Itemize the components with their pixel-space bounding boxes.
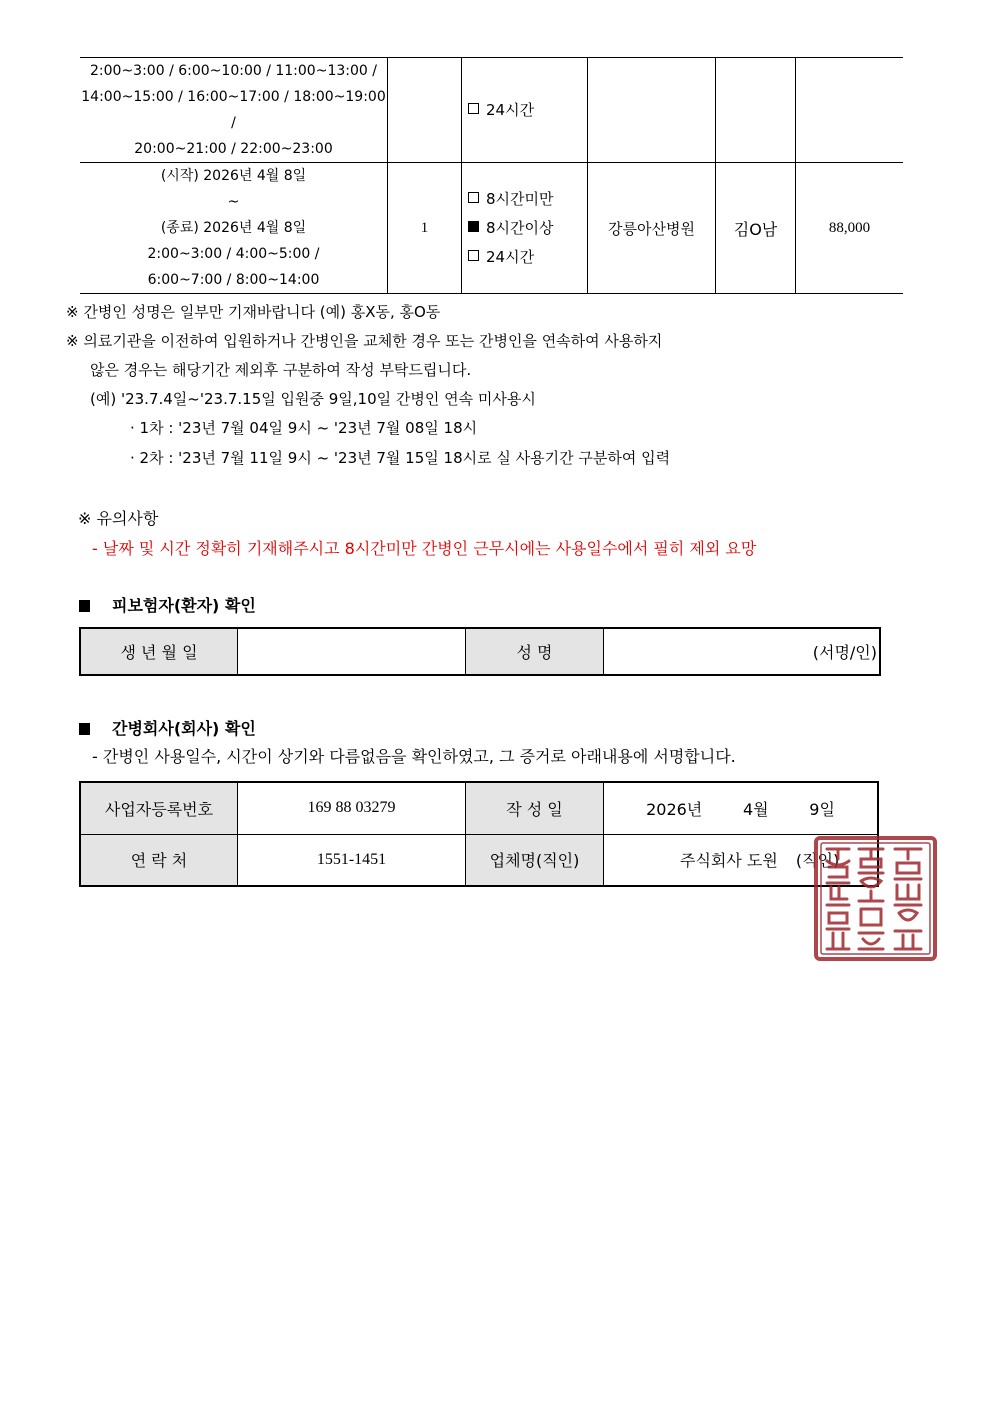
caregiver-cell <box>716 58 796 163</box>
insured-heading <box>79 593 256 616</box>
period-line: 14:00~15:00 / 16:00~17:00 / 18:00~19:00 / <box>81 89 386 131</box>
period-line: (시작) 2026년 4월 8일 <box>160 168 307 184</box>
checkbox-empty-icon <box>468 192 479 203</box>
caution-text: - 날짜 및 시간 정확히 기재해주시고 8시간미만 간병인 근무시에는 사용일수에서 필히 제외 요망 <box>92 539 757 558</box>
caution-title: ※ 유의사항 <box>78 509 159 528</box>
company-heading-text: 간병회사(회사) 확인 <box>112 719 256 738</box>
type-label: 24시간 <box>486 247 535 266</box>
company-statement: - 간병인 사용일수, 시간이 상기와 다름없음을 확인하였고, 그 증거로 아래내용에 서명합니다. <box>92 747 736 766</box>
company-seal-icon <box>813 835 938 962</box>
insured-table <box>79 627 881 676</box>
days-cell <box>388 58 462 163</box>
date-value: 2026년 4월 9일 <box>604 782 879 834</box>
hospital-cell <box>588 58 716 163</box>
date-label: 작 성 일 <box>466 782 604 834</box>
signature-field[interactable] <box>604 628 881 675</box>
name-label: 성 명 <box>466 628 604 675</box>
seal-hint: (직인) <box>795 851 840 871</box>
reg-number-label: 사업자등록번호 <box>80 782 238 834</box>
amount-cell: 88,000 <box>796 163 904 294</box>
period-line: ~ <box>227 194 240 210</box>
days-cell: 1 <box>388 163 462 294</box>
birth-field[interactable] <box>238 628 466 675</box>
note-example-2: · 2차 : '23년 7월 11일 9시 ~ '23년 7월 15일 18시로 실 사용기간 구분하여 입력 <box>130 449 671 467</box>
type-option[interactable] <box>468 214 587 243</box>
type-option[interactable] <box>468 243 587 272</box>
contact-value: 1551-1451 <box>238 834 466 886</box>
insured-heading-text: 피보험자(환자) 확인 <box>112 596 256 615</box>
type-label: 8시간이상 <box>486 218 554 237</box>
note-transfer: ※ 의료기관을 이전하여 입원하거나 간병인을 교체한 경우 또는 간병인을 연속하여 사용하지 <box>66 332 663 350</box>
company-heading <box>79 716 256 739</box>
period-line: 2:00~3:00 / 6:00~10:00 / 11:00~13:00 / <box>90 63 377 79</box>
amount-cell <box>796 58 904 163</box>
reg-number-value: 169 88 03279 <box>238 782 466 834</box>
sign-hint: (서명/인) <box>812 643 877 662</box>
type-cell <box>462 163 588 294</box>
period-line: (종료) 2026년 4월 8일 <box>160 220 307 236</box>
period-cell <box>80 58 388 163</box>
period-line: 20:00~21:00 / 22:00~23:00 <box>134 141 333 157</box>
usage-row-2 <box>80 163 903 294</box>
usage-table <box>80 57 903 294</box>
note-example: (예) '23.7.4일~'23.7.15일 입원중 9일,10일 간병인 연속 미사용시 <box>90 390 536 408</box>
note-transfer-cont: 않은 경우는 해당기간 제외후 구분하여 작성 부탁드립니다. <box>90 361 472 379</box>
contact-label: 연 락 처 <box>80 834 238 886</box>
hospital-cell: 강릉아산병원 <box>588 163 716 294</box>
birth-label: 생 년 월 일 <box>80 628 238 675</box>
period-line: 2:00~3:00 / 4:00~5:00 / <box>147 246 320 262</box>
checkbox-empty-icon <box>468 250 479 261</box>
usage-row-1 <box>80 58 903 163</box>
square-bullet-icon <box>79 600 90 612</box>
type-cell <box>462 58 588 163</box>
note-example-1: · 1차 : '23년 7월 04일 9시 ~ '23년 7월 08일 18시 <box>130 419 478 437</box>
square-bullet-icon <box>79 723 90 735</box>
checkbox-checked-icon <box>468 221 479 232</box>
period-line: 6:00~7:00 / 8:00~14:00 <box>147 272 320 288</box>
checkbox-empty-icon <box>468 103 479 114</box>
type-option[interactable] <box>468 185 587 214</box>
type-label: 8시간미만 <box>486 189 554 208</box>
company-name-value: 주식회사 도원 <box>680 851 778 871</box>
company-table <box>79 781 879 887</box>
caregiver-cell: 김O남 <box>716 163 796 294</box>
period-cell <box>80 163 388 294</box>
type-label: 24시간 <box>486 100 535 119</box>
company-name-label: 업체명(직인) <box>466 834 604 886</box>
note-name-format: ※ 간병인 성명은 일부만 기재바랍니다 (예) 홍X동, 홍O동 <box>66 303 441 321</box>
type-option[interactable] <box>468 96 587 125</box>
